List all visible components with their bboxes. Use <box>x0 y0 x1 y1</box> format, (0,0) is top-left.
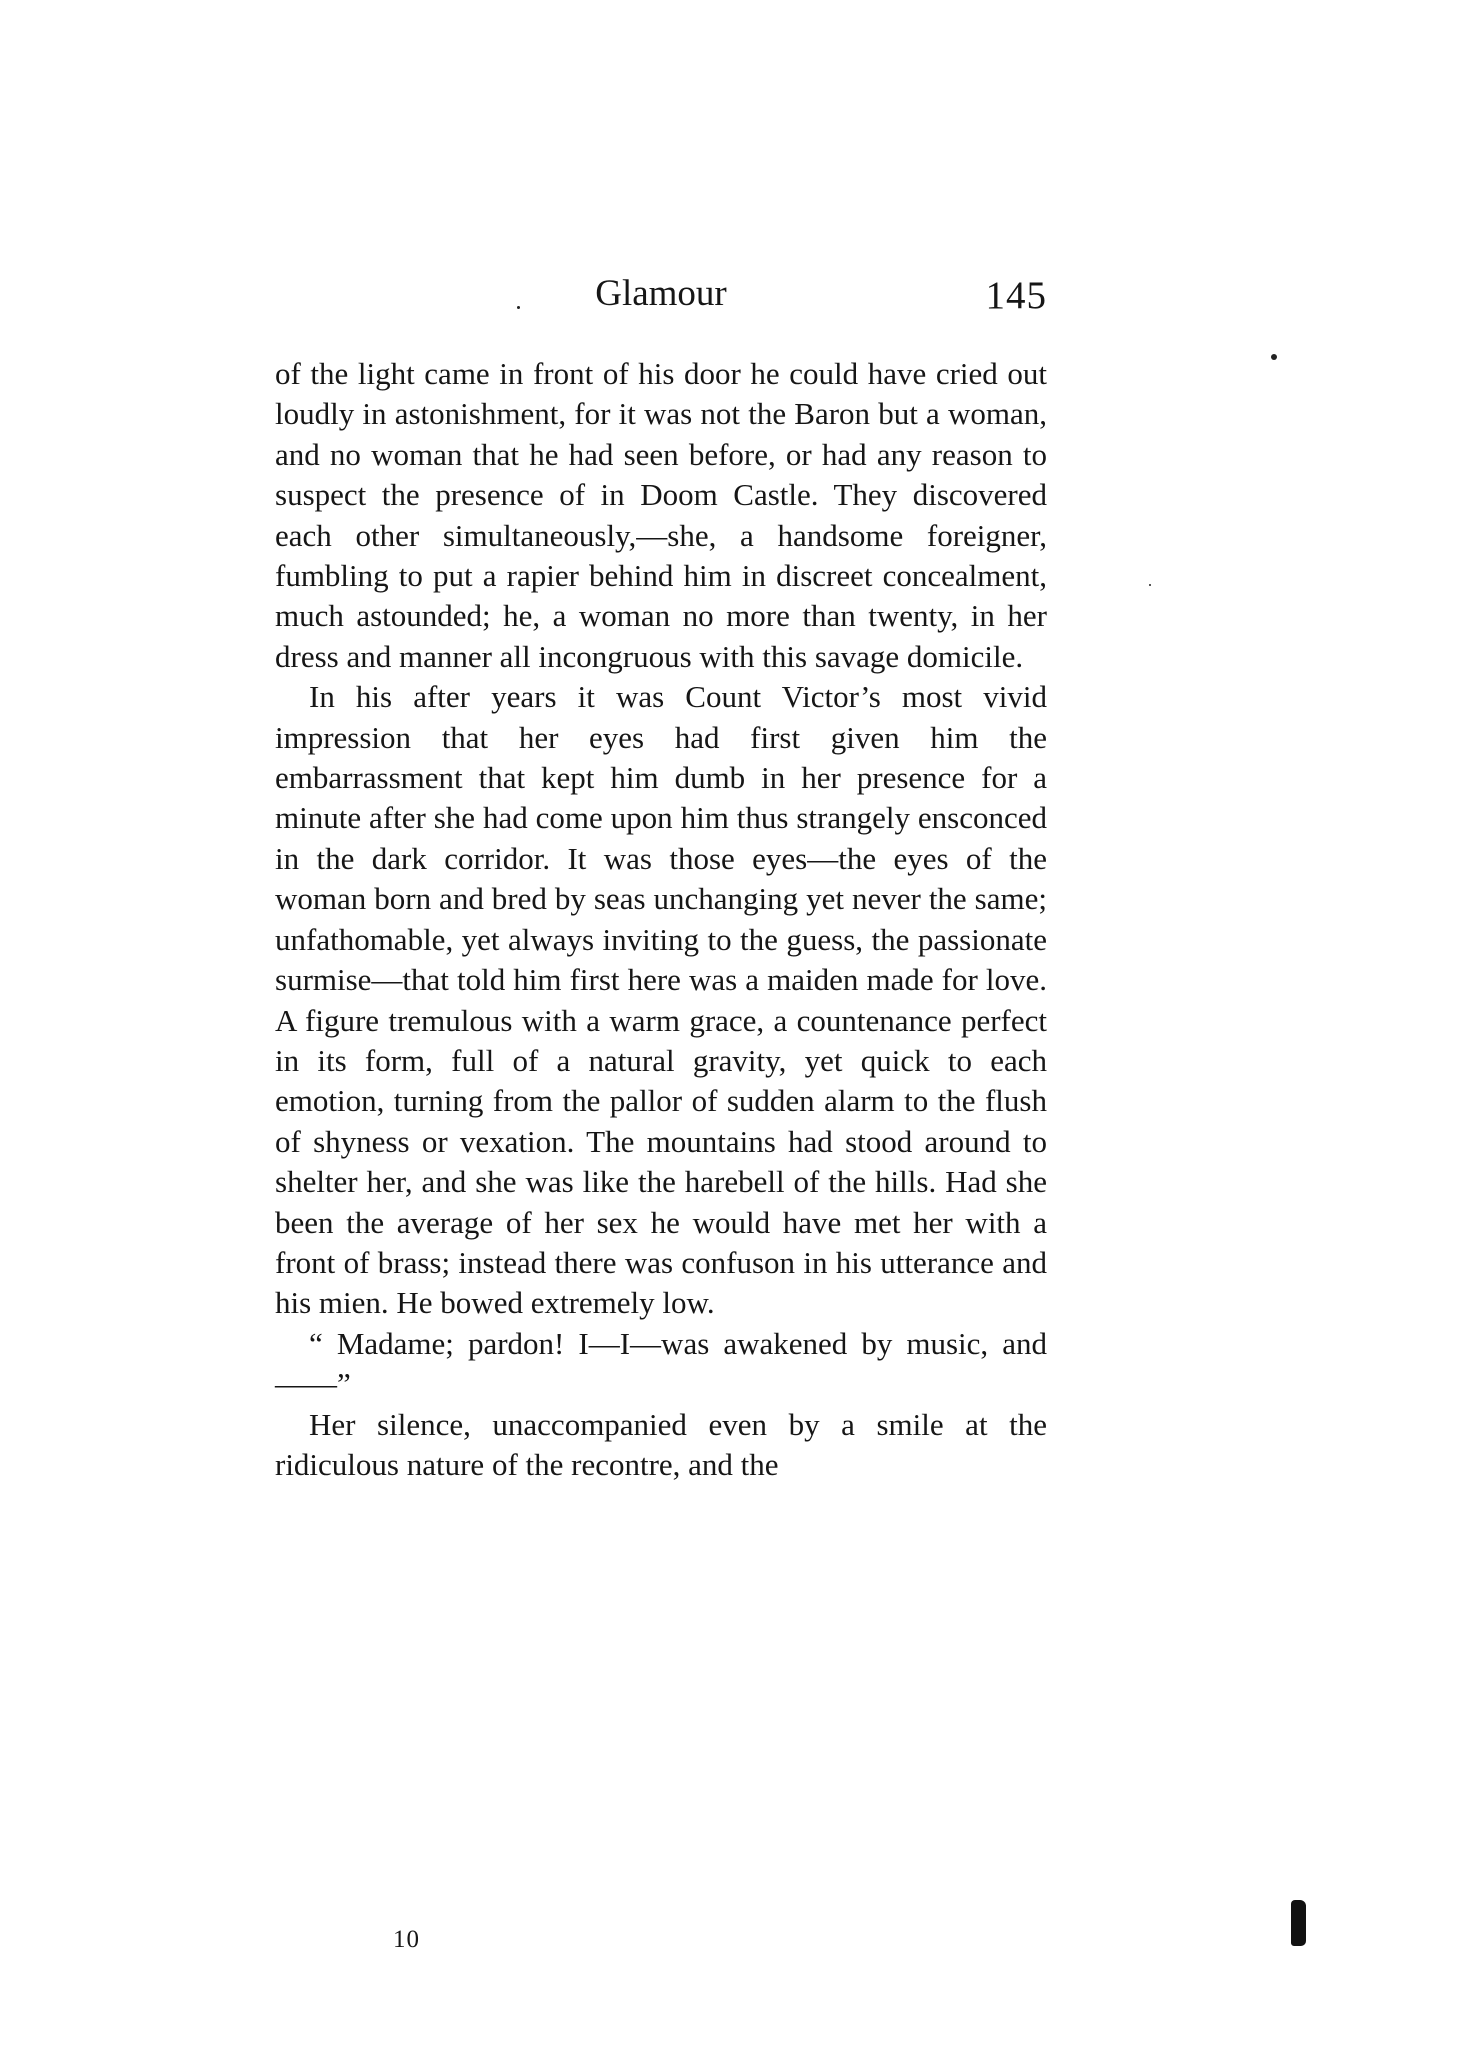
signature-mark: 10 <box>393 1926 420 1953</box>
scan-blot <box>1291 1900 1306 1946</box>
running-head <box>275 268 1047 320</box>
scan-speck <box>1149 584 1151 586</box>
page-number: 145 <box>985 274 1047 317</box>
body-text <box>275 354 1047 1485</box>
paragraph-1: of the light came in front of his door he could have cried out loudly in astonishment, for it was not the Baron but a woman, and no woman that he had seen before, or had any reason to suspect the presence of in Doom Castle. They discovered each other simultaneously,—she, a handsome foreigner, fumbling to put a rapier behind him in discreet concealment, much astounded; he, a woman no more than twenty, in her dress and manner all incongruous with this savage domicile. <box>275 356 1047 674</box>
paragraph-3: “ Madame; pardon! I—I—was awakened by music, and——” <box>275 1325 1047 1402</box>
scan-speck <box>1271 354 1277 360</box>
paragraph-4: Her silence, unaccompanied even by a smile at the ridiculous nature of the recontre, and the <box>275 1406 1047 1482</box>
scan-speck <box>517 306 520 309</box>
paragraph-2: In his after years it was Count Victor’s most vivid impression that her eyes had first given him the embarrassment that kept him dumb in her presence for a minute after she had come upon him thus strangely ensconced in the dark corridor. It was those eyes—the eyes of the woman born and bred by seas unchanging yet never the same; unfathomable, yet always inviting to the guess, the passionate surmise—that told him first here was a maiden made for love. A figure tremulous with a warm grace, a countenance perfect in its form, full of a natural gravity, yet quick to each emotion, turning from the pallor of sudden alarm to the flush of shyness or vexation. The mountains had stood around to shelter her, and she was like the harebell of the hills. Had she been the average of her sex he would have met her with a front of brass; instead there was confuson in his utterance and his mien. He bowed extremely low. <box>275 679 1047 1321</box>
running-title: Glamour <box>595 273 727 314</box>
